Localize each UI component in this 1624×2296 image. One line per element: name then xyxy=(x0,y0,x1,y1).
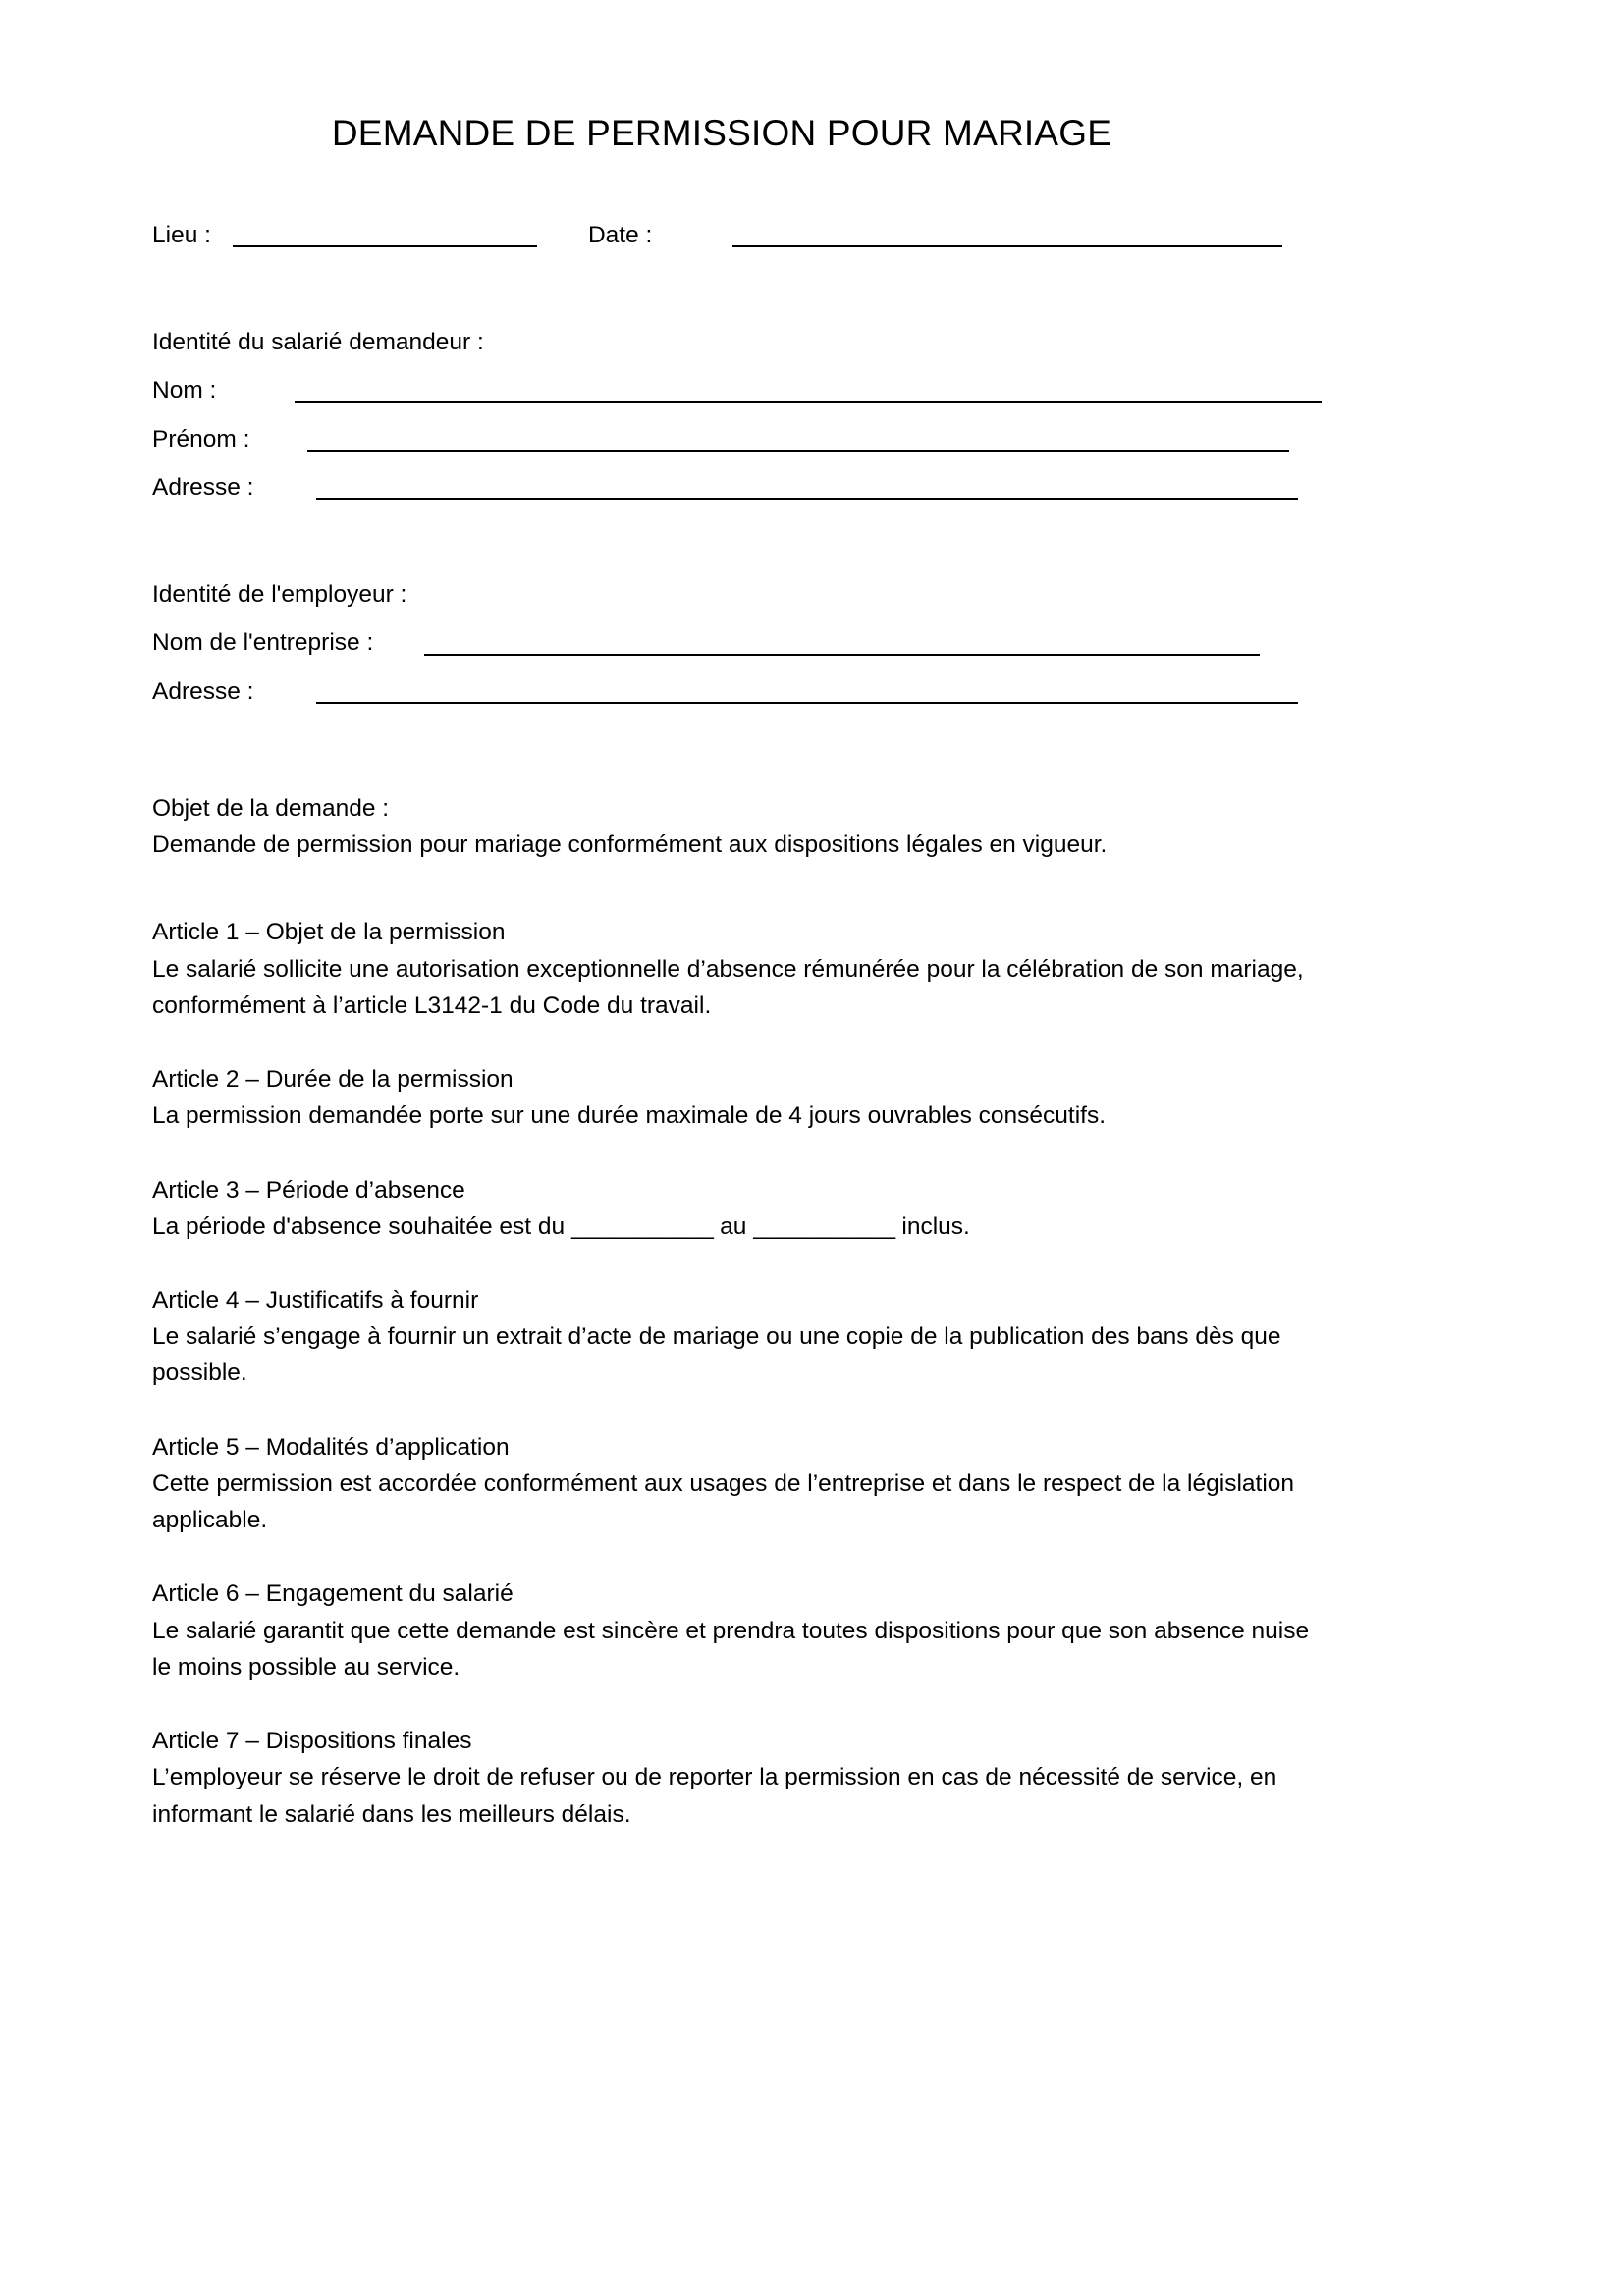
object-section-text: Demande de permission pour mariage conformément aux dispositions légales en vigueur. xyxy=(152,831,1108,859)
nom-label: Nom : xyxy=(152,377,217,404)
prenom-input-rule[interactable] xyxy=(307,450,1289,452)
date-input-rule[interactable] xyxy=(732,245,1282,247)
spacer xyxy=(152,1538,1478,1575)
prenom-label: Prénom : xyxy=(152,425,250,453)
employee-section-heading: Identité du salarié demandeur : xyxy=(152,329,484,356)
document-content xyxy=(152,0,1478,1833)
article-5-text: Cette permission est accordée conformément aux usages de l’entreprise et dans le respect de la législation applicable. xyxy=(152,1469,1295,1534)
employer-field-adresse xyxy=(152,673,1478,710)
spacer xyxy=(152,360,1478,372)
spacer xyxy=(152,710,1478,769)
article-3-text-part-2: au xyxy=(713,1212,754,1240)
lieu-label: Lieu : xyxy=(152,222,211,248)
employer-adresse-input-rule[interactable] xyxy=(316,702,1298,704)
article-3-heading: Article 3 – Période d’absence xyxy=(152,1176,465,1203)
spacer xyxy=(152,1685,1478,1723)
spacer xyxy=(152,312,1478,324)
article-5-heading: Article 5 – Modalités d’application xyxy=(152,1433,510,1461)
article-2-heading: Article 2 – Durée de la permission xyxy=(152,1066,514,1094)
spacer xyxy=(152,1135,1478,1172)
spacer xyxy=(152,154,1478,213)
adresse-input-rule[interactable] xyxy=(316,498,1298,500)
employee-field-nom xyxy=(152,372,1478,408)
spacer xyxy=(152,863,1478,914)
adresse-label: Adresse : xyxy=(152,473,254,501)
article-7-heading: Article 7 – Dispositions finales xyxy=(152,1728,472,1755)
article-6-text: Le salarié garantit que cette demande est sincère et prendra toutes dispositions pour que son absence nuise le moins possible au service. xyxy=(152,1617,1310,1681)
article-6-heading: Article 6 – Engagement du salarié xyxy=(152,1580,514,1608)
nom-input-rule[interactable] xyxy=(295,401,1322,403)
spacer xyxy=(152,1392,1478,1429)
entreprise-label: Nom de l'entreprise : xyxy=(152,629,374,657)
article-3-text-part-1: La période d'absence souhaitée est du xyxy=(152,1212,571,1240)
spacer xyxy=(152,564,1478,576)
lieu-date-row xyxy=(152,217,1478,253)
employer-field-entreprise xyxy=(152,624,1478,661)
article-1-text: Le salarié sollicite une autorisation exceptionnelle d’absence rémunérée pour la célébration de son mariage, conformément à l’article L3142-1 du Code du travail. xyxy=(152,955,1304,1019)
article-4-text: Le salarié s’engage à fournir un extrait d’acte de mariage ou une copie de la publication des bans dès que possible. xyxy=(152,1323,1281,1387)
spacer xyxy=(152,506,1478,564)
spacer xyxy=(152,253,1478,312)
spacer xyxy=(152,1245,1478,1282)
article-3-start-date-blank[interactable]: ___________ xyxy=(570,1212,714,1240)
article-3-text xyxy=(152,1208,1326,1245)
spacer xyxy=(152,662,1478,673)
spacer xyxy=(152,1024,1478,1061)
article-3-end-date-blank[interactable]: ___________ xyxy=(753,1212,895,1240)
date-label: Date : xyxy=(587,222,653,248)
employer-section-heading: Identité de l'employeur : xyxy=(152,581,407,609)
spacer xyxy=(152,613,1478,624)
spacer xyxy=(152,457,1478,469)
article-1-heading: Article 1 – Objet de la permission xyxy=(152,919,506,946)
lieu-input-rule[interactable] xyxy=(233,245,537,247)
employee-field-adresse xyxy=(152,469,1478,506)
article-4-heading: Article 4 – Justificatifs à fournir xyxy=(152,1286,479,1313)
object-section-heading: Objet de la demande : xyxy=(152,794,390,822)
page-title: DEMANDE DE PERMISSION POUR MARIAGE xyxy=(331,113,1112,153)
employer-adresse-label: Adresse : xyxy=(152,677,254,705)
spacer xyxy=(152,769,1478,790)
article-2-text: La permission demandée porte sur une durée maximale de 4 jours ouvrables consécutifs. xyxy=(152,1102,1107,1130)
article-7-text: L’employeur se réserve le droit de refuser ou de reporter la permission en cas de nécessité de service, en informant le salarié dans les meilleurs délais. xyxy=(152,1764,1277,1828)
entreprise-input-rule[interactable] xyxy=(424,654,1260,656)
spacer xyxy=(152,409,1478,421)
employee-field-prenom xyxy=(152,421,1478,457)
article-3-text-part-3: inclus. xyxy=(894,1212,970,1240)
